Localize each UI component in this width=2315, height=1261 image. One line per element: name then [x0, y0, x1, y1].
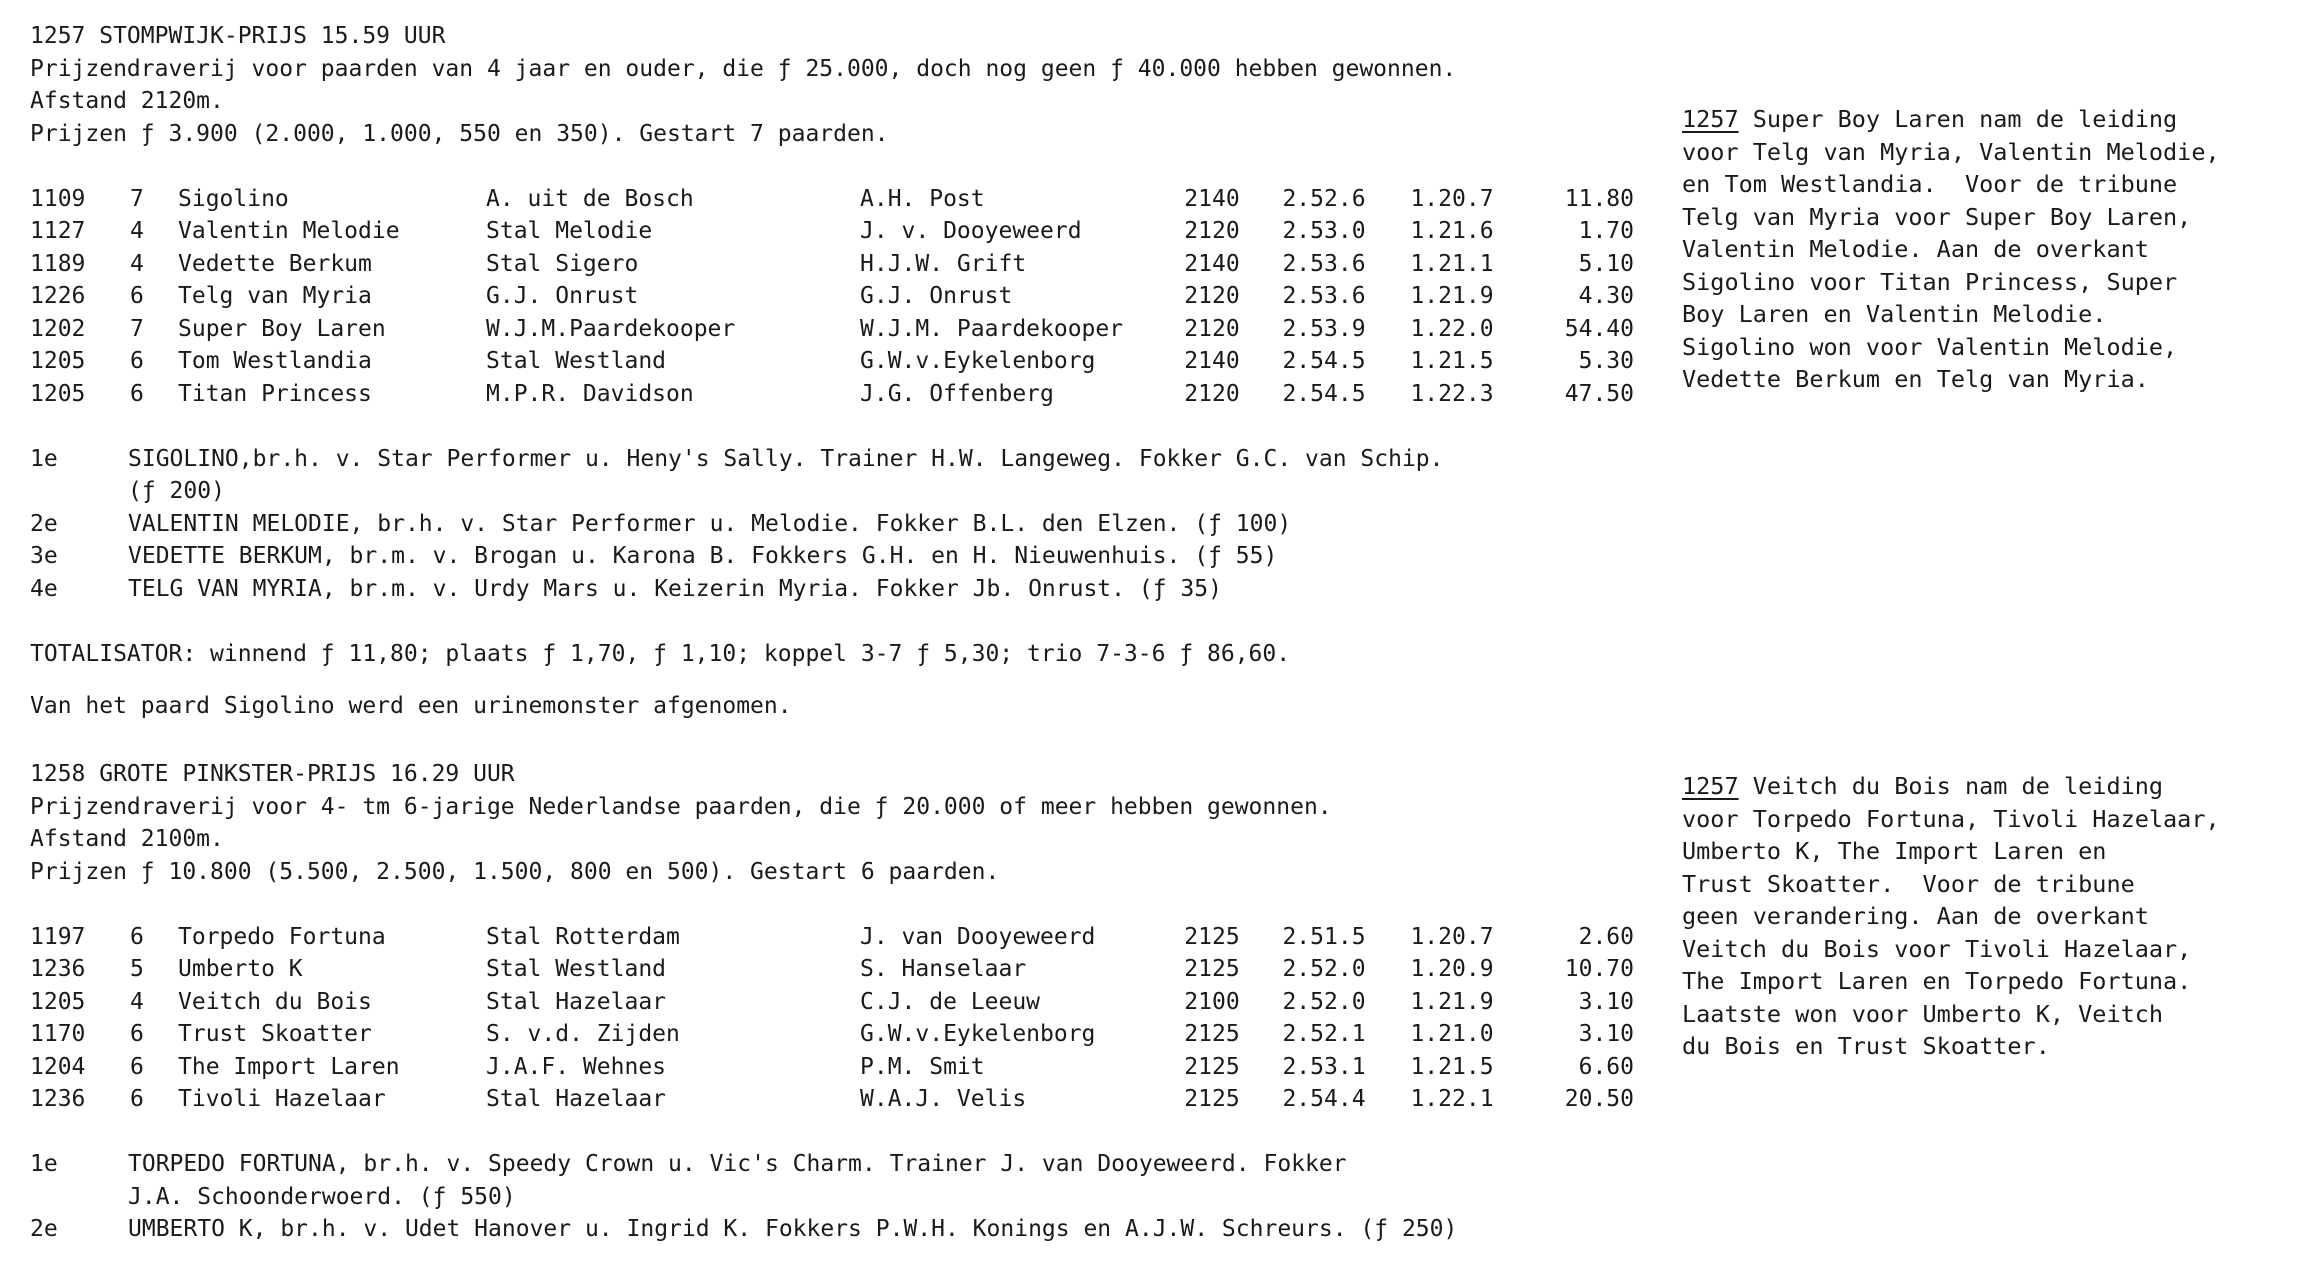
placing-text: SIGOLINO,br.h. v. Star Performer u. Heny's Sally. Trainer H.W. Langeweg. Fokker G.C. van Schip.: [128, 445, 1444, 472]
race-title: 1257 STOMPWIJK-PRIJS 15.59 UUR: [30, 23, 446, 49]
odds-value: 5.30: [1578, 348, 1634, 374]
placing-row: [30, 508, 1710, 541]
race-distance-value: 2120: [1184, 218, 1240, 244]
race-distance-value: 2125: [1184, 1021, 1240, 1047]
horse-name: Titan Princess: [178, 380, 372, 407]
race-distance-value: 2120: [1184, 380, 1240, 407]
entry-number: 1109: [30, 185, 86, 212]
finish-time: 2.53.6: [1282, 250, 1366, 277]
commentary-line: Telg van Myria voor Super Boy Laren,: [1682, 202, 2192, 231]
placing-row: [30, 540, 1710, 573]
commentary-line: geen verandering. Aan de overkant: [1682, 902, 2149, 930]
placing-text: TORPEDO FORTUNA, br.h. v. Speedy Crown u. Vic's Charm. Trainer J. van Dooyeweerd. Fokker: [128, 1151, 1347, 1177]
entry-row: [30, 345, 1634, 378]
odds-value: 5.10: [1578, 250, 1634, 277]
finish-time: 2.54.4: [1282, 1086, 1366, 1112]
entry-number: 1226: [30, 283, 86, 309]
driver-name: J. v. Dooyeweerd: [860, 218, 1082, 244]
placing-position: 2e: [30, 1216, 58, 1242]
placing-text: TELG VAN MYRIA, br.m. v. Urdy Mars u. Keizerin Myria. Fokker Jb. Onrust. (ƒ 35): [128, 575, 1222, 602]
entry-number: 1205: [30, 348, 86, 374]
placings-table: [30, 443, 1710, 606]
horse-name: Tom Westlandia: [178, 348, 372, 374]
race-conditions: Prijzendraverij voor paarden van 4 jaar en ouder, die ƒ 25.000, doch nog geen ƒ 40.000 hebben gewonnen.: [30, 55, 1457, 82]
commentary-line: en Tom Westlandia. Voor de tribune: [1682, 170, 2178, 198]
driver-name: J.G. Offenberg: [860, 380, 1054, 407]
entry-row: [30, 280, 1634, 313]
race-commentary-1258: [1682, 770, 2302, 1063]
entry-row: [30, 953, 1634, 986]
horse-age: 6: [130, 1086, 144, 1112]
placing-row: [30, 573, 1710, 606]
entry-row: [30, 248, 1634, 281]
placing-text: VALENTIN MELODIE, br.h. v. Star Performer u. Melodie. Fokker B.L. den Elzen. (ƒ 100): [128, 510, 1292, 537]
km-time: 1.22.3: [1410, 380, 1494, 407]
horse-name: Telg van Myria: [178, 283, 372, 309]
finish-time: 2.52.6: [1282, 185, 1366, 212]
commentary-line: du Bois en Trust Skoatter.: [1682, 1032, 2050, 1060]
owner-name: Stal Melodie: [486, 218, 653, 244]
race-prizes: Prijzen ƒ 3.900 (2.000, 1.000, 550 en 350). Gestart 7 paarden.: [30, 120, 889, 147]
race-conditions: Prijzendraverij voor 4- tm 6-jarige Nederlandse paarden, die ƒ 20.000 of meer hebben gewonnen.: [30, 793, 1332, 820]
finish-time: 2.53.0: [1282, 218, 1366, 244]
odds-value: 11.80: [1564, 185, 1634, 212]
race-title: 1258 GROTE PINKSTER-PRIJS 16.29 UUR: [30, 761, 515, 787]
race-distance: Afstand 2120m.: [30, 88, 224, 114]
entry-row: [30, 1018, 1634, 1051]
horse-age: 7: [130, 315, 144, 342]
placing-description: [128, 1213, 1710, 1246]
driver-name: H.J.W. Grift: [860, 250, 1027, 277]
odds-value: 6.60: [1578, 1053, 1634, 1080]
entries-table: [30, 183, 1634, 411]
horse-name: Valentin Melodie: [178, 218, 400, 244]
horse-name: The Import Laren: [178, 1053, 400, 1080]
owner-name: Stal Sigero: [486, 250, 639, 277]
driver-name: A.H. Post: [860, 185, 985, 212]
entry-number: 1205: [30, 380, 86, 407]
owner-name: Stal Westland: [486, 348, 667, 374]
placing-position: 3e: [30, 543, 58, 569]
finish-time: 2.54.5: [1282, 348, 1366, 374]
horse-age: 6: [130, 348, 144, 374]
driver-name: G.W.v.Eykelenborg: [860, 348, 1096, 374]
odds-value: 47.50: [1564, 380, 1634, 407]
driver-name: G.J. Onrust: [860, 283, 1013, 309]
commentary-first-line: 1257 Veitch du Bois nam de leiding: [1682, 772, 2164, 800]
placing-text: UMBERTO K, br.h. v. Udet Hanover u. Ingrid K. Fokkers P.W.H. Konings en A.J.W. Schreurs. (ƒ 250): [128, 1216, 1458, 1242]
owner-name: J.A.F. Wehnes: [486, 1053, 667, 1080]
entry-row: [30, 215, 1634, 248]
entry-row: [30, 1083, 1634, 1116]
horse-age: 6: [130, 1021, 144, 1047]
km-time: 1.21.5: [1410, 1053, 1494, 1080]
km-time: 1.20.7: [1410, 923, 1494, 950]
commentary-line: Veitch du Bois voor Tivoli Hazelaar,: [1682, 934, 2192, 963]
finish-time: 2.52.1: [1282, 1021, 1366, 1047]
commentary-first-line: 1257 Super Boy Laren nam de leiding: [1682, 105, 2178, 133]
race-distance-value: 2140: [1184, 250, 1240, 277]
race-reference: 1257: [1682, 105, 1739, 133]
odds-value: 2.60: [1578, 923, 1634, 950]
owner-name: S. v.d. Zijden: [486, 1021, 680, 1047]
entry-number: 1236: [30, 956, 86, 982]
km-time: 1.22.1: [1410, 1086, 1494, 1112]
commentary-line: Trust Skoatter. Voor de tribune: [1682, 869, 2135, 898]
driver-name: W.J.M. Paardekooper: [860, 315, 1124, 342]
finish-time: 2.53.9: [1282, 315, 1366, 342]
race-distance-value: 2120: [1184, 283, 1240, 309]
horse-name: Vedette Berkum: [178, 250, 372, 277]
placing-description: [128, 508, 1710, 541]
horse-name: Umberto K: [178, 956, 303, 982]
urine-test-note: Van het paard Sigolino werd een urinemonster afgenomen.: [30, 693, 792, 719]
race-distance-value: 2125: [1184, 923, 1240, 950]
horse-name: Torpedo Fortuna: [178, 923, 386, 950]
race-distance-value: 2125: [1184, 956, 1240, 982]
commentary-line: Sigolino won voor Valentin Melodie,: [1682, 332, 2178, 361]
entry-row: [30, 986, 1634, 1019]
km-time: 1.21.5: [1410, 348, 1494, 374]
entry-number: 1127: [30, 218, 86, 244]
owner-name: Stal Rotterdam: [486, 923, 680, 950]
race-1257: [30, 20, 1710, 723]
odds-value: 4.30: [1578, 283, 1634, 309]
placing-row: [30, 443, 1710, 508]
placing-row: [30, 1148, 1710, 1213]
placing-position: 1e: [30, 1151, 58, 1177]
entry-number: 1202: [30, 315, 86, 342]
placing-position: 1e: [30, 445, 58, 472]
entry-row: [30, 378, 1634, 411]
race-reference: 1257: [1682, 772, 1739, 800]
odds-value: 1.70: [1578, 218, 1634, 244]
driver-name: W.A.J. Velis: [860, 1086, 1027, 1112]
placing-text: VEDETTE BERKUM, br.m. v. Brogan u. Karona B. Fokkers G.H. en H. Nieuwenhuis. (ƒ 55): [128, 543, 1278, 569]
finish-time: 2.52.0: [1282, 956, 1366, 982]
race-distance-value: 2140: [1184, 185, 1240, 212]
race-distance-value: 2120: [1184, 315, 1240, 342]
finish-time: 2.54.5: [1282, 380, 1366, 407]
km-time: 1.21.9: [1410, 988, 1494, 1015]
driver-name: G.W.v.Eykelenborg: [860, 1021, 1096, 1047]
km-time: 1.21.6: [1410, 218, 1494, 244]
placings-table: [30, 1148, 1710, 1246]
commentary-line: Umberto K, The Import Laren en: [1682, 837, 2107, 865]
horse-age: 4: [130, 218, 144, 244]
race-prizes: Prijzen ƒ 10.800 (5.500, 2.500, 1.500, 800 en 500). Gestart 6 paarden.: [30, 858, 1000, 885]
odds-value: 3.10: [1578, 988, 1634, 1015]
odds-value: 20.50: [1564, 1086, 1634, 1112]
entry-number: 1204: [30, 1053, 86, 1080]
owner-name: G.J. Onrust: [486, 283, 639, 309]
race-distance-value: 2125: [1184, 1086, 1240, 1112]
finish-time: 2.51.5: [1282, 923, 1366, 950]
km-time: 1.20.7: [1410, 185, 1494, 212]
finish-time: 2.53.6: [1282, 283, 1366, 309]
entry-number: 1205: [30, 988, 86, 1015]
odds-value: 3.10: [1578, 1021, 1634, 1047]
owner-name: A. uit de Bosch: [486, 185, 694, 212]
race-commentary-1257: [1682, 103, 2302, 396]
placing-position: 4e: [30, 575, 58, 602]
placing-text-continuation: J.A. Schoonderwoerd. (ƒ 550): [128, 1183, 516, 1210]
km-time: 1.21.1: [1410, 250, 1494, 277]
placing-description: [128, 573, 1710, 606]
placing-description: [128, 1148, 1710, 1213]
horse-age: 6: [130, 380, 144, 407]
odds-value: 10.70: [1564, 956, 1634, 982]
km-time: 1.22.0: [1410, 315, 1494, 342]
race-distance: Afstand 2100m.: [30, 826, 224, 852]
finish-time: 2.52.0: [1282, 988, 1366, 1015]
race-distance-value: 2125: [1184, 1053, 1240, 1080]
owner-name: Stal Hazelaar: [486, 1086, 667, 1112]
driver-name: C.J. de Leeuw: [860, 988, 1041, 1015]
entries-table: [30, 921, 1634, 1116]
owner-name: W.J.M.Paardekooper: [486, 315, 736, 342]
commentary-line: Sigolino voor Titan Princess, Super: [1682, 267, 2178, 296]
entry-number: 1170: [30, 1021, 86, 1047]
horse-name: Sigolino: [178, 185, 289, 212]
commentary-line: voor Telg van Myria, Valentin Melodie,: [1682, 137, 2220, 166]
entry-row: [30, 183, 1634, 216]
placing-text-continuation: (ƒ 200): [128, 478, 225, 504]
horse-name: Super Boy Laren: [178, 315, 386, 342]
placing-position: 2e: [30, 510, 58, 537]
commentary-line: Valentin Melodie. Aan de overkant: [1682, 235, 2149, 263]
km-time: 1.21.9: [1410, 283, 1494, 309]
placing-description: [128, 443, 1710, 508]
horse-age: 4: [130, 988, 144, 1015]
owner-name: M.P.R. Davidson: [486, 380, 694, 407]
driver-name: S. Hanselaar: [860, 956, 1027, 982]
race-distance-value: 2100: [1184, 988, 1240, 1015]
commentary-line: Boy Laren en Valentin Melodie.: [1682, 300, 2107, 328]
horse-name: Trust Skoatter: [178, 1021, 372, 1047]
horse-age: 4: [130, 250, 144, 277]
entry-number: 1236: [30, 1086, 86, 1112]
horse-name: Tivoli Hazelaar: [178, 1086, 386, 1112]
owner-name: Stal Hazelaar: [486, 988, 667, 1015]
finish-time: 2.53.1: [1282, 1053, 1366, 1080]
entry-number: 1197: [30, 923, 86, 950]
owner-name: Stal Westland: [486, 956, 667, 982]
placing-row: [30, 1213, 1710, 1246]
commentary-line: The Import Laren en Torpedo Fortuna.: [1682, 967, 2192, 995]
odds-value: 54.40: [1564, 315, 1634, 342]
driver-name: J. van Dooyeweerd: [860, 923, 1096, 950]
km-time: 1.21.0: [1410, 1021, 1494, 1047]
horse-age: 7: [130, 185, 144, 212]
driver-name: P.M. Smit: [860, 1053, 985, 1080]
commentary-line: voor Torpedo Fortuna, Tivoli Hazelaar,: [1682, 804, 2220, 833]
entry-row: [30, 313, 1634, 346]
entry-number: 1189: [30, 250, 86, 277]
entry-row: [30, 1051, 1634, 1084]
horse-age: 6: [130, 923, 144, 950]
race-distance-value: 2140: [1184, 348, 1240, 374]
totalisator: TOTALISATOR: winnend ƒ 11,80; plaats ƒ 1,70, ƒ 1,10; koppel 3-7 ƒ 5,30; trio 7-3-6 ƒ 86,60.: [30, 640, 1291, 667]
horse-age: 6: [130, 283, 144, 309]
race-1258: [30, 758, 1710, 1246]
placing-description: [128, 540, 1710, 573]
commentary-line: Laatste won voor Umberto K, Veitch: [1682, 999, 2164, 1028]
horse-age: 5: [130, 956, 144, 982]
km-time: 1.20.9: [1410, 956, 1494, 982]
horse-name: Veitch du Bois: [178, 988, 372, 1015]
commentary-line: Vedette Berkum en Telg van Myria.: [1682, 365, 2149, 393]
horse-age: 6: [130, 1053, 144, 1080]
entry-row: [30, 921, 1634, 954]
